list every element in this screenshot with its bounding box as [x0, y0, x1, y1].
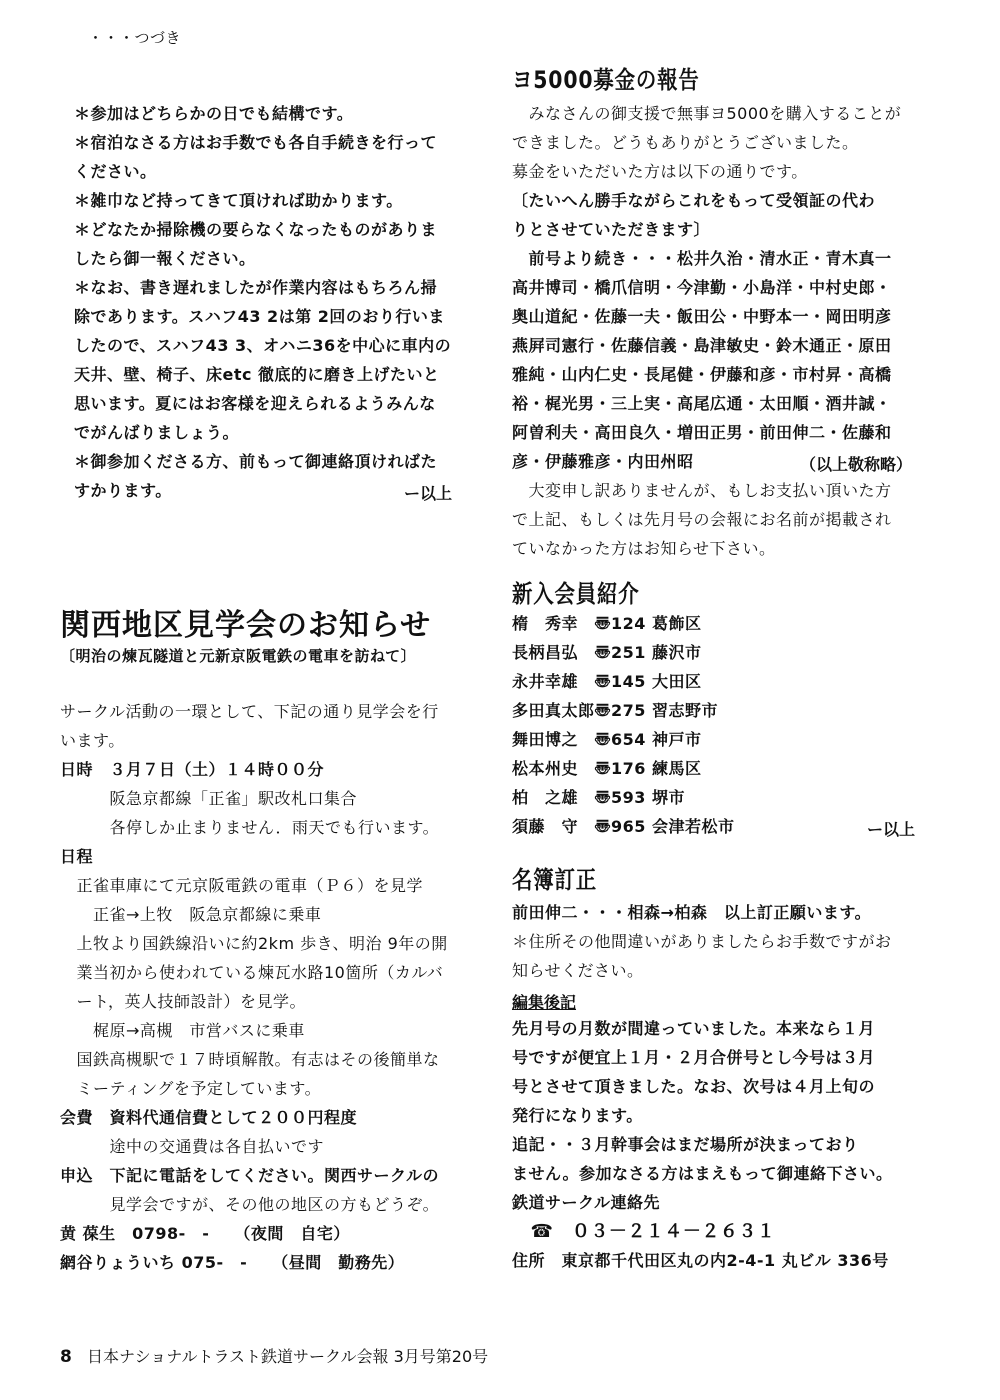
fund-names-line: 高井博司・橋爪信明・今津勤・小島洋・中村史郎・ — [512, 278, 892, 297]
member-row: 柏 之雄 〠593 堺市 — [512, 788, 685, 807]
fund-names-line: 阿曽利夫・高田良久・増田正男・前田伸二・佐藤和 — [512, 423, 892, 442]
note-line: したら御一報ください。 — [74, 249, 256, 268]
editor-line: 号ですが便宜上１月・２月合併号とし今号は３月 — [512, 1048, 876, 1067]
note-line: ＊宿泊なさる方はお手数でも各自手続きを行って — [74, 133, 438, 152]
note-line: ＊なお、書き遅れましたが作業内容はもちろん掃 — [74, 278, 438, 297]
members-title: 新入会員紹介 — [512, 580, 640, 608]
fund-names-line: 奥山道紀・佐藤一夫・飯田公・中野本一・岡田明彦 — [512, 307, 892, 326]
member-row: 楕 秀幸 〠124 葛飾区 — [512, 614, 702, 633]
fund-apology-line: で上記、もしくは先月号の会報にお名前が掲載され — [512, 510, 892, 529]
kansai-line: 会費 資料代通信費として２００円程度 — [60, 1108, 358, 1127]
fund-names-line: 雅純・山内仁史・長尾健・伊藤和彦・市村昇・高橋 — [512, 365, 892, 384]
kansai-line: ート，英人技師設計）を見学。 — [60, 992, 307, 1011]
fund-names-line: 裕・梶光男・三上実・高尾広通・太田順・酒井誠・ — [512, 394, 892, 413]
correction-line: ＊住所その他間違いがありましたらお手数ですがお — [512, 932, 892, 951]
kansai-line: ミーティングを予定しています。 — [60, 1079, 322, 1098]
kansai-subtitle: 〔明治の煉瓦隧道と元新京阪電鉄の電車を訪ねて〕 — [60, 647, 417, 665]
kansai-contact-line: 網谷りょういち 075- - （昼間 勤務先） — [60, 1253, 405, 1272]
fund-line: りとさせていただきます〕 — [512, 220, 711, 239]
kansai-line: 阪急京都線「正雀」駅改札口集合 — [60, 789, 358, 808]
kansai-intro-line: います。 — [60, 731, 125, 750]
fund-apology-line: ていなかった方はお知らせ下さい。 — [512, 539, 776, 558]
member-row: 須藤 守 〠965 会津若松市 — [512, 817, 735, 836]
kansai-line: 業当初から使われている煉瓦水路10箇所（カルバ — [60, 963, 444, 982]
note-line: 天井、壁、椅子、床etc 徹底的に磨き上げたいと — [74, 365, 440, 384]
fund-title: ヨ5000募金の報告 — [512, 66, 700, 94]
kansai-line: 各停しか止まりません．雨天でも行います。 — [60, 818, 440, 837]
member-row: 舞田博之 〠654 神戸市 — [512, 730, 702, 749]
fund-line: できました。どうもありがとうございました。 — [512, 133, 859, 152]
editor-line: 発行になります。 — [512, 1106, 643, 1125]
fund-honorific: （以上敬称略） — [800, 455, 913, 474]
kansai-line: 日程 — [60, 847, 94, 866]
kansai-line: 申込 下記に電話をしてください。関西サークルの — [60, 1166, 440, 1185]
editor-line: 先月号の月数が間違っていました。本来なら１月 — [512, 1019, 876, 1038]
kansai-contact-line: 黄 葆生 0798- - （夜間 自宅） — [60, 1224, 350, 1243]
fund-line: 募金をいただいた方は以下の通りです。 — [512, 162, 808, 181]
kansai-title: 関西地区見学会のお知らせ — [60, 608, 432, 643]
member-row: 長柄昌弘 〠251 藤沢市 — [512, 643, 702, 662]
correction-line: 知らせください。 — [512, 961, 644, 980]
editor-title: 編集後記 — [512, 993, 577, 1012]
note-line: 思います。夏にはお客様を迎えられるようみんな — [74, 394, 436, 413]
fund-names-line: 前号より続き・・・松井久治・清水正・青木真一 — [512, 249, 892, 268]
kansai-intro-line: サークル活動の一環として、下記の通り見学会を行 — [60, 702, 439, 721]
note-line: すかります。 — [74, 481, 172, 500]
editor-line: ません。参加なさる方はまえもって御連絡下さい。 — [512, 1164, 893, 1183]
fund-names-line: 燕屛司憲行・佐藤信義・島津敏史・鈴木通正・原田 — [512, 336, 892, 355]
correction-title: 名簿訂正 — [512, 866, 597, 894]
page-footer — [60, 1344, 488, 1367]
kansai-line: 途中の交通費は各自払いです — [60, 1137, 325, 1156]
kansai-line: 国鉄高槻駅で１７時頃解散。有志はその後簡単な — [60, 1050, 440, 1069]
note-line: したので、スハフ43 3、オハニ36を中心に車内の — [74, 336, 452, 355]
address-line: 住所 東京都千代田区丸の内2-4-1 丸ビル 336号 — [512, 1251, 889, 1270]
note-line: 除であります。スハフ43 2は第 2回のおり行いま — [74, 307, 445, 326]
publication-name: 日本ナショナルトラスト鉄道サークル会報 3月号第20号 — [86, 1347, 489, 1366]
notes-end-mark: ー以上 — [404, 484, 453, 503]
contact-heading: 鉄道サークル連絡先 — [512, 1193, 661, 1212]
note-line: ください。 — [74, 162, 157, 181]
correction-line: 前田伸二・・・相森→柏森 以上訂正願います。 — [512, 903, 872, 922]
note-line: ＊御参加くださる方、前もって御連絡頂ければた — [74, 452, 438, 471]
member-row: 永井幸雄 〠145 大田区 — [512, 672, 702, 691]
continued-label: ・・・つづき — [88, 29, 182, 47]
fund-line: 〔たいへん勝手ながらこれをもって受領証の代わ — [512, 191, 876, 210]
fund-apology-line: 大変申し訳ありませんが、もしお支払い頂いた方 — [512, 481, 892, 500]
kansai-line: 梶原→高槻 市営バスに乗車 — [60, 1021, 305, 1040]
note-line: ＊どなたか掃除機の要らなくなったものがありま — [74, 220, 438, 239]
kansai-line: 正雀車庫にて元京阪電鉄の電車（Ｐ６）を見学 — [60, 876, 424, 895]
editor-line: 号とさせて頂きました。なお、次号は４月上旬の — [512, 1077, 876, 1096]
editor-line: 追記・・３月幹事会はまだ場所が決まっており — [512, 1135, 859, 1154]
page-number: 8 — [60, 1347, 72, 1367]
kansai-line: 正雀→上牧 阪急京都線に乗車 — [60, 905, 322, 924]
member-row: 多田真太郎〠275 習志野市 — [512, 701, 718, 720]
fund-line: みなさんの御支援で無事ヨ5000を購入することが — [512, 104, 902, 123]
members-end-mark: ー以上 — [867, 820, 916, 839]
note-line: ＊雑巾など持ってきて頂ければ助かります。 — [74, 191, 403, 210]
note-line: でがんばりましょう。 — [74, 423, 240, 442]
fund-names-line: 彦・伊藤雅彦・内田州昭 — [512, 452, 694, 471]
phone-line: ☎ ０３－２１４－２６３１ — [512, 1221, 776, 1242]
kansai-line: 見学会ですが、その他の地区の方もどうぞ。 — [60, 1195, 440, 1214]
note-line: ＊参加はどちらかの日でも結構です。 — [74, 104, 354, 123]
member-row: 松本州史 〠176 練馬区 — [512, 759, 702, 778]
kansai-line: 上牧より国鉄線沿いに約2km 歩き、明治 9年の開 — [60, 934, 448, 953]
kansai-line: 日時 ３月７日（土）１４時００分 — [60, 760, 325, 779]
